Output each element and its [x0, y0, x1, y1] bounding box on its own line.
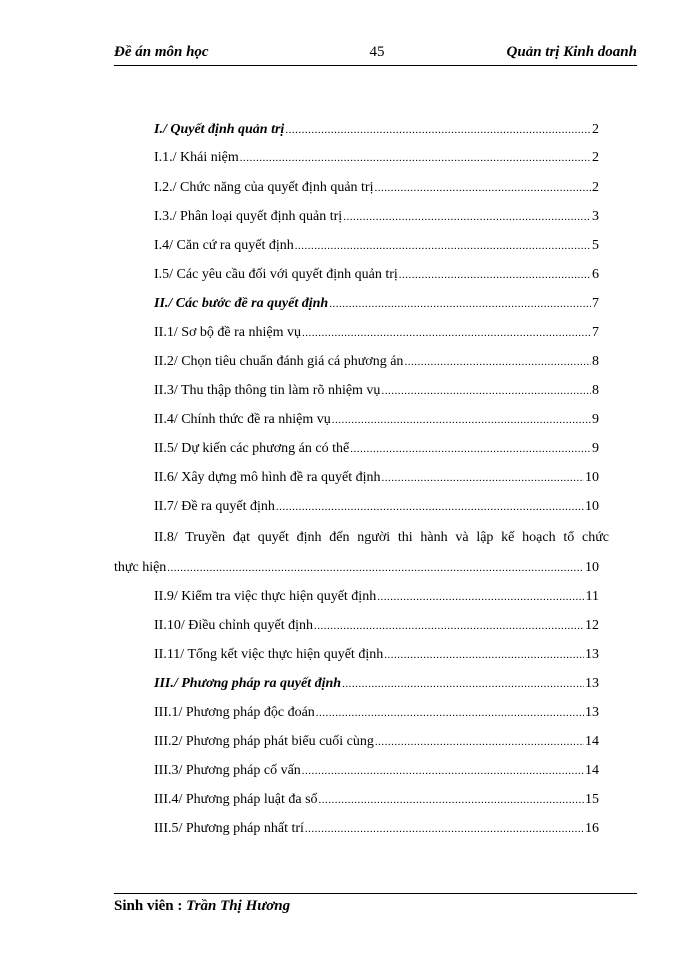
toc-leader-dots: [384, 649, 584, 661]
toc-entry-page: 9: [592, 412, 599, 427]
toc-leader-dots: [305, 823, 584, 835]
page-footer: [114, 898, 290, 915]
toc-leader-dots: [302, 765, 584, 777]
header-subject: Quản trị Kinh doanh: [506, 44, 637, 60]
toc-entry[interactable]: [154, 267, 599, 289]
toc-leader-dots: [314, 620, 584, 632]
toc-entry-page: 13: [585, 705, 599, 720]
toc-entry-title-line1[interactable]: II.8/ Truyền đạt quyết định đến người thi hành và lập kế hoạch tổ chức: [154, 530, 609, 545]
toc-entry-title: II.1/ Sơ bộ đề ra nhiệm vụ: [154, 325, 301, 340]
toc-entry-page: 12: [585, 618, 599, 633]
page-header: [114, 44, 637, 66]
toc-leader-dots: [295, 240, 591, 252]
toc-entry-title: III.3/ Phương pháp cố vấn: [154, 763, 301, 778]
toc-leader-dots: [404, 356, 591, 368]
toc-entry-page: 9: [592, 441, 599, 456]
toc-entry-page: 2: [592, 122, 599, 137]
toc-leader-dots: [276, 501, 584, 513]
toc-entry-title: III.5/ Phương pháp nhất trí: [154, 821, 304, 836]
toc-entry-title: II.3/ Thu thập thông tin làm rõ nhiệm vụ: [154, 383, 381, 398]
toc-entry[interactable]: [154, 383, 599, 405]
toc-leader-dots: [240, 152, 591, 164]
toc-entry-title: II.11/ Tổng kết việc thực hiện quyết định: [154, 647, 384, 662]
toc-entry-page: 10: [585, 470, 599, 485]
toc-entry-page: 6: [592, 267, 599, 282]
toc-leader-dots: [302, 327, 591, 339]
toc-entry-title: II.10/ Điều chỉnh quyết định: [154, 618, 314, 633]
toc-entry-page: 8: [592, 383, 599, 398]
toc-entry-title: II.2/ Chọn tiêu chuẩn đánh giá cá phương án: [154, 354, 404, 369]
toc-entry-page: 14: [585, 763, 599, 778]
toc-entry[interactable]: [154, 296, 599, 318]
footer-student-name: Trần Thị Hương: [186, 898, 291, 914]
toc-entry[interactable]: [154, 734, 599, 756]
toc-entry[interactable]: [154, 792, 599, 814]
toc-entry-title: II.5/ Dự kiến các phương án có thể: [154, 441, 350, 456]
toc-entry-title-line2: thực hiện: [114, 560, 167, 575]
toc-entry[interactable]: [154, 412, 599, 434]
toc-entry-page: 16: [585, 821, 599, 836]
toc-entry-title: II.7/ Đề ra quyết định: [154, 499, 275, 514]
toc-leader-dots: [329, 298, 591, 310]
toc-entry[interactable]: [154, 325, 599, 347]
toc-entry-page: 7: [592, 325, 599, 340]
toc-entry[interactable]: [154, 589, 599, 611]
toc-leader-dots: [285, 124, 591, 136]
toc-entry-title: II.6/ Xây dựng mô hình đề ra quyết định: [154, 470, 381, 485]
toc-leader-dots: [377, 591, 584, 603]
toc-entry[interactable]: [154, 354, 599, 376]
toc-entry-page: 13: [585, 676, 599, 691]
toc-entry-title: II.9/ Kiểm tra việc thực hiện quyết định: [154, 589, 377, 604]
toc-entry[interactable]: [154, 676, 599, 698]
toc-entry-title: I.1./ Khái niệm: [154, 150, 239, 165]
toc-entry[interactable]: [154, 180, 599, 202]
toc-entry[interactable]: [154, 647, 599, 669]
toc-leader-dots: [319, 794, 584, 806]
toc-entry[interactable]: [154, 499, 599, 521]
toc-entry[interactable]: [154, 238, 599, 260]
toc-leader-dots: [399, 269, 591, 281]
toc-entry-title: III.4/ Phương pháp luật đa số: [154, 792, 318, 807]
toc-entry[interactable]: [154, 209, 599, 231]
toc-entry[interactable]: [154, 618, 599, 640]
toc-entry-page: 13: [585, 647, 599, 662]
toc-entry-page: 8: [592, 354, 599, 369]
toc-entry-page: 5: [592, 238, 599, 253]
toc-entry[interactable]: [114, 560, 599, 582]
toc-entry-title: I.2./ Chức năng của quyết định quản trị: [154, 180, 374, 195]
toc-leader-dots: [167, 562, 584, 574]
header-course-title: Đề án môn học: [114, 44, 209, 60]
toc-entry-page: 15: [585, 792, 599, 807]
header-page-number: 45: [369, 44, 385, 60]
toc-leader-dots: [343, 211, 591, 223]
toc-entry-title: III./ Phương pháp ra quyết định: [154, 676, 342, 691]
footer-student-label: Sinh viên :: [114, 898, 187, 914]
toc-entry-title: I.4/ Căn cứ ra quyết định: [154, 238, 294, 253]
toc-leader-dots: [375, 736, 584, 748]
toc-entry[interactable]: [154, 821, 599, 843]
toc-entry-page: 3: [592, 209, 599, 224]
toc-entry[interactable]: [154, 122, 599, 144]
header-divider: [114, 65, 637, 66]
toc-entry-title: III.1/ Phương pháp độc đoán: [154, 705, 315, 720]
toc-leader-dots: [374, 182, 591, 194]
toc-entry-page: 7: [592, 296, 599, 311]
toc-entry[interactable]: [154, 470, 599, 492]
toc-entry-page: 14: [585, 734, 599, 749]
toc-entry-page: 2: [592, 150, 599, 165]
toc-entry-title: II.4/ Chính thức đề ra nhiệm vụ: [154, 412, 331, 427]
toc-leader-dots: [350, 443, 591, 455]
toc-entry[interactable]: [154, 705, 599, 727]
footer-divider: [114, 893, 637, 894]
toc-entry-page: 10: [585, 499, 599, 514]
toc-leader-dots: [382, 472, 585, 484]
toc-leader-dots: [381, 385, 591, 397]
toc-entry-title: I.5/ Các yêu cầu đối với quyết định quản trị: [154, 267, 398, 282]
toc-entry[interactable]: [154, 150, 599, 172]
toc-entry-page: 11: [585, 589, 599, 604]
toc-entry[interactable]: [154, 441, 599, 463]
toc-leader-dots: [342, 678, 584, 690]
toc-entry-title: III.2/ Phương pháp phát biểu cuối cùng: [154, 734, 374, 749]
toc-entry-page: 2: [592, 180, 599, 195]
toc-entry-title: II./ Các bước đề ra quyết định: [154, 296, 329, 311]
toc-entry[interactable]: [154, 763, 599, 785]
toc-entry-page: 10: [585, 560, 599, 575]
toc-leader-dots: [316, 707, 584, 719]
toc-entry-title: I./ Quyết định quản trị: [154, 122, 285, 137]
toc-leader-dots: [332, 414, 591, 426]
toc-entry-title: I.3./ Phân loại quyết định quản trị: [154, 209, 343, 224]
